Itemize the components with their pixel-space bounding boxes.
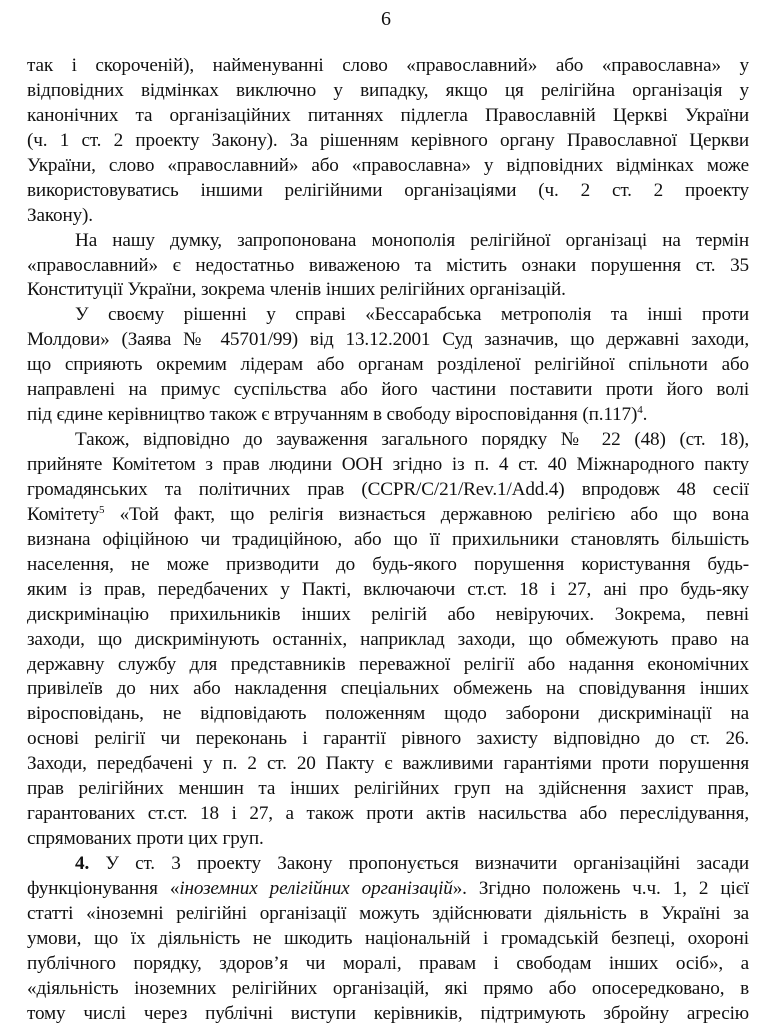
- text-line: [27, 503, 749, 528]
- text-line: [27, 54, 749, 79]
- text-segment: привілеїв до них або накладення спеціальних обмежень на сповідування інших: [27, 678, 749, 700]
- text-segment: На нашу думку, запропонована монополія релігійної організаці на термін: [75, 229, 749, 251]
- emphasized-text: іноземних релігійних організацій: [179, 877, 453, 899]
- text-segment: Закону).: [27, 204, 93, 226]
- text-segment: публічного порядку, здоров’я чи моралі, правам і свободам інших осіб», а: [27, 952, 749, 974]
- text-segment: громадянських та політичних прав (CCPR/C/21/Rev.1/Add.4) впродовж 48 сесії: [27, 478, 749, 500]
- text-segment: ». Згідно положень ч.ч. 1, 2 цієї: [452, 877, 749, 899]
- text-segment: використовуватись іншими релігійними організаціями (ч. 2 ст. 2 проекту: [27, 179, 749, 201]
- page-number: 6: [381, 8, 391, 30]
- text-line: [27, 1002, 749, 1027]
- text-line: [27, 852, 749, 877]
- text-line: [27, 353, 749, 378]
- text-segment: прийняте Комітетом з прав людини ООН згідно із п. 4 ст. 40 Міжнародного пакту: [27, 454, 749, 475]
- text-line: [27, 677, 749, 702]
- text-segment: У своєму рішенні у справі «Бессарабська метрополія та інші проти: [75, 304, 749, 326]
- text-line: [27, 777, 749, 802]
- text-line: [27, 229, 749, 254]
- text-line: [27, 877, 749, 902]
- text-segment: Комітету: [27, 503, 99, 525]
- text-segment: віросповідань, не відповідають положенням щодо заборони дискримінації на: [27, 703, 749, 725]
- text-line: [27, 303, 749, 328]
- text-line: [27, 179, 749, 204]
- footnote-reference: 4: [637, 404, 643, 417]
- text-line: [27, 902, 749, 927]
- text-line: [27, 802, 749, 827]
- text-line: [27, 204, 749, 229]
- text-line: [27, 628, 749, 653]
- text-segment: відповідних відмінках виключно у випадку, якщо ця релігійна організація у: [27, 79, 749, 101]
- text-line: [27, 653, 749, 678]
- text-line: [27, 403, 749, 428]
- text-line: [27, 254, 749, 279]
- text-line: [27, 154, 749, 179]
- text-line: [27, 79, 749, 104]
- text-segment: умови, що їх діяльність не шкодить національній і громадській безпеці, охороні: [27, 927, 749, 949]
- text-segment: яким із прав, передбачених у Пакті, включаючи ст.ст. 18 і 27, ані про будь-яку: [27, 578, 749, 600]
- text-segment: державну службу для представників переважної релігії або надання економічних: [27, 653, 749, 675]
- text-segment: України, слово «православний» або «православна» у відповідних відмінках може: [27, 154, 749, 176]
- text-line: [27, 553, 749, 578]
- text-segment: що сприяють окремим лідерам або органам розділеної релігійної спільноти або: [27, 354, 749, 376]
- text-line: [27, 328, 749, 353]
- text-segment: «православний» є недостатньо виваженою та містить ознаки порушення ст. 35: [27, 254, 749, 276]
- text-segment: дискримінацію прихильників інших релігій або невіруючих. Зокрема, певні: [27, 603, 749, 625]
- text-line: [27, 528, 749, 553]
- section-number: 4.: [75, 853, 90, 874]
- text-line: [27, 378, 749, 403]
- text-segment: так і скороченій), найменуванні слово «православний» або «православна» у: [27, 55, 749, 76]
- text-segment: основі релігії чи переконань і гарантії рівного захисту відповідно до ст. 26.: [27, 728, 749, 750]
- text-segment: населення, не може призводити до будь-якого порушення користування будь-: [27, 553, 749, 575]
- text-line: [27, 129, 749, 154]
- text-line: [27, 702, 749, 727]
- text-segment: статті «іноземні релігійні організації можуть здійснювати діяльність в Україні за: [27, 902, 749, 924]
- text-segment: прав релігійних меншин та інших релігійних груп на здійснення захист прав,: [27, 778, 749, 800]
- footnote-reference: 5: [98, 503, 105, 516]
- text-line: [27, 727, 749, 752]
- text-segment: канонічних та організаційних питаннях підлегла Православній Церкві України: [27, 104, 749, 126]
- text-segment: У ст. 3 проекту Закону пропонується визначити організаційні засади: [89, 853, 749, 874]
- text-segment: спрямованих проти цих груп.: [27, 828, 264, 850]
- text-line: [27, 478, 749, 503]
- text-segment: «Той факт, що релігія визнається державною релігією або що вона: [104, 503, 749, 525]
- text-line: [27, 578, 749, 603]
- text-segment: під єдине керівництво також є втручанням в свободу віросповідання (п.117): [27, 404, 638, 426]
- text-segment: Конституції України, зокрема членів інших релігійних організацій.: [27, 279, 566, 301]
- text-segment: визнана офіційною чи традиційною, або що її прихильники становлять більшість: [27, 528, 749, 550]
- text-segment: заходи, що дискримінують останніх, наприклад заходи, що обмежують право на: [27, 628, 749, 650]
- text-segment: направлені на примус суспільства або його частини поставити проти його волі: [27, 379, 749, 401]
- text-line: [27, 104, 749, 129]
- text-line: [27, 827, 749, 852]
- text-line: [27, 428, 749, 453]
- text-line: [27, 952, 749, 977]
- text-segment: (ч. 1 ст. 2 проекту Закону). За рішенням керівного органу Православної Церкви: [27, 129, 749, 151]
- text-segment: Молдови» (Заява № 45701/99) від 13.12.2001 Суд зазначив, що державні заходи,: [27, 329, 749, 351]
- text-line: [27, 752, 749, 777]
- text-line: [27, 927, 749, 952]
- text-segment: «діяльність іноземних релігійних організацій, які прямо або опосередковано, в: [27, 977, 749, 999]
- text-line: [27, 977, 749, 1002]
- text-segment: функціонування «: [27, 877, 180, 899]
- text-segment: .: [642, 404, 648, 426]
- text-line: [27, 453, 749, 478]
- text-segment: Також, відповідно до зауваження загального порядку № 22 (48) (ст. 18),: [75, 429, 749, 451]
- text-segment: Заходи, передбачені у п. 2 ст. 20 Пакту є важливими гарантіями проти порушення: [27, 753, 749, 775]
- text-line: [27, 278, 749, 303]
- text-line: [27, 603, 749, 628]
- document-body: [27, 54, 749, 1027]
- text-segment: гарантованих ст.ст. 18 і 27, а також проти актів насильства або переслідування,: [27, 803, 749, 825]
- text-segment: тому числі через публічні виступи керівників, підтримують збройну агресію: [27, 1002, 749, 1024]
